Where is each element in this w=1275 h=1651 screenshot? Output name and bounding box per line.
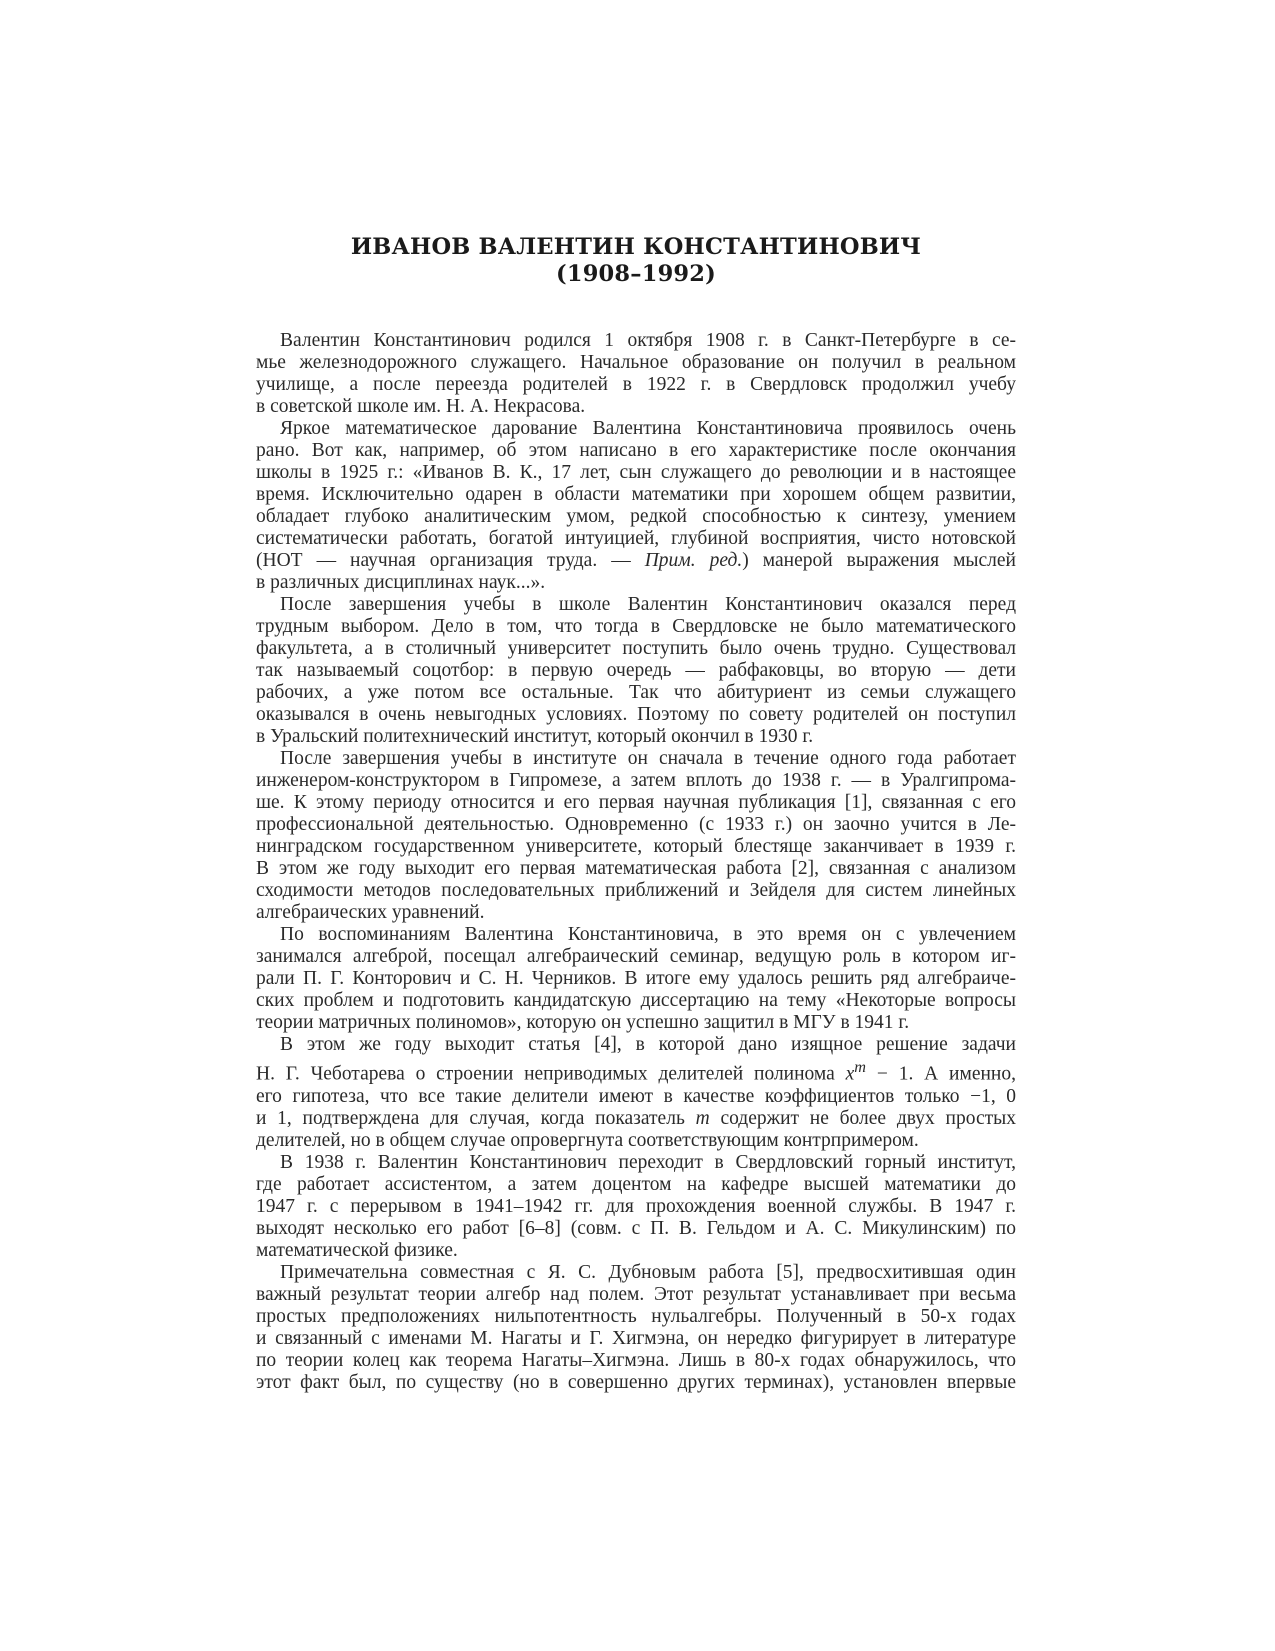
- text-line: простых предположениях нильпотентность нульалгебры. Полученный в 50-х годах: [256, 1305, 1016, 1327]
- text-line: В 1938 г. Валентин Константинович переходит в Свердловский горный институт,: [280, 1151, 1016, 1173]
- text-line-math: [256, 1108, 1016, 1130]
- text-line: важный результат теории алгебр над полем. Этот результат устанавливает при весьма: [256, 1283, 1016, 1305]
- text-line: По воспоминаниям Валентина Константиновича, в это время он с увлечением: [280, 924, 1016, 945]
- text-line: в Уральский политехнический институт, который окончил в 1930 г.: [256, 726, 814, 747]
- page-title: [256, 234, 1016, 288]
- paragraph-1: [256, 330, 1016, 418]
- text-segment: Н. Г. Чеботарева о строении неприводимых делителей полинома: [256, 1063, 846, 1085]
- text-line: по теории колец как теорема Нагаты–Хигмэна. Лишь в 80-х годах обнаружилось, что: [256, 1349, 1016, 1371]
- text-line: и связанный с именами М. Нагаты и Г. Хигмэна, он нередко фигурирует в литературе: [256, 1327, 1016, 1349]
- paragraph-2: [256, 418, 1016, 594]
- title-years: (1908–1992): [556, 261, 716, 287]
- text-segment: − 1. А именно,: [866, 1063, 1016, 1085]
- text-line: В этом же году выходит статья [4], в которой дано изящное решение задачи: [280, 1034, 1016, 1055]
- text-line: Яркое математическое дарование Валентина Константиновича проявилось очень: [280, 418, 1016, 439]
- text-line: профессиональной деятельностью. Одновременно (с 1933 г.) он заочно учится в Ле-: [256, 814, 1016, 835]
- text-segment: и 1, подтверждена для случая, когда показатель: [256, 1107, 696, 1129]
- text-line: инженером-конструктором в Гипромезе, а затем вплоть до 1938 г. — в Уралгипрома-: [256, 770, 1016, 791]
- text-line: теории матричных полиномов», которую он успешно защитил в МГУ в 1941 г.: [256, 1012, 910, 1033]
- editor-note: Прим. ред.: [644, 550, 743, 571]
- text-line: в советской школе им. Н. А. Некрасова.: [256, 396, 586, 417]
- text-line-math: [256, 1056, 1016, 1086]
- text-line: трудным выбором. Дело в том, что тогда в Свердловске не было математического: [256, 616, 1016, 637]
- text-line: систематически работать, богатой интуицией, глубиной восприятия, чисто нотовской: [256, 528, 1016, 549]
- page: [256, 234, 1016, 1394]
- text-line: После завершения учебы в институте он сначала в течение одного года работает: [280, 748, 1016, 769]
- text-line: В этом же году выходит его первая математическая работа [2], связанная с анализом: [256, 858, 1016, 879]
- math-exponent-m: m: [854, 1058, 867, 1076]
- paragraph-7: [256, 1152, 1016, 1262]
- text-line: занимался алгеброй, посещал алгебраический семинар, ведущую роль в котором иг-: [256, 946, 1016, 967]
- math-variable-m: m: [695, 1107, 710, 1129]
- text-line: обладает глубоко аналитическим умом, редкой способностью к синтезу, умением: [256, 506, 1016, 527]
- text-line: 1947 г. с перерывом в 1941–1942 гг. для прохождения военной службы. В 1947 г.: [256, 1195, 1016, 1217]
- text-line: нинградском государственном университете, который блестяще заканчивает в 1939 г.: [256, 836, 1016, 857]
- paragraph-8: [256, 1262, 1016, 1394]
- text-line: ше. К этому периоду относится и его первая научная публикация [1], связанная с его: [256, 792, 1016, 813]
- text-line: ских проблем и подготовить кандидатскую диссертацию на тему «Некоторые вопросы: [256, 990, 1016, 1011]
- text-line: где работает ассистентом, а затем доцентом на кафедре высшей математики до: [256, 1173, 1016, 1195]
- text-line: сходимости методов последовательных приближений и Зейделя для систем линейных: [256, 880, 1016, 901]
- text-line: школы в 1925 г.: «Иванов В. К., 17 лет, сын служащего до революции и в настоящее: [256, 462, 1016, 483]
- text-line: в различных дисциплинах наук...».: [256, 572, 546, 593]
- text-line: факультета, а в столичный университет поступить было очень трудно. Существовал: [256, 638, 1016, 659]
- text-line: После завершения учебы в школе Валентин Константинович оказался перед: [280, 594, 1016, 615]
- text-line: училище, а после переезда родителей в 1922 г. в Свердловск продолжил учебу: [256, 374, 1016, 395]
- paragraph-5: [256, 924, 1016, 1034]
- text-line: алгебраических уравнений.: [256, 902, 485, 923]
- text-line: рано. Вот как, например, об этом написано в его характеристике после окончания: [256, 440, 1016, 461]
- paragraph-3: [256, 594, 1016, 748]
- text-line: рабочих, а уже потом все остальные. Так что абитуриент из семьи служащего: [256, 682, 1016, 703]
- title-name: ИВАНОВ ВАЛЕНТИН КОНСТАНТИНОВИЧ: [350, 234, 922, 260]
- text-segment: содержит не более двух простых: [709, 1107, 1016, 1129]
- paragraph-6: [256, 1034, 1016, 1152]
- text-line: время. Исключительно одарен в области математики при хорошем общем развитии,: [256, 484, 1016, 505]
- text-line: делителей, но в общем случае опровергнута соответствующим контрпримером.: [256, 1129, 919, 1151]
- text-line: Примечательна совместная с Я. С. Дубновым работа [5], предвосхитившая один: [280, 1261, 1016, 1283]
- text-line: этот факт был, по существу (но в совершенно других терминах), установлен впервые: [256, 1371, 1016, 1393]
- text-line: мье железнодорожного служащего. Начальное образование он получил в реальном: [256, 352, 1016, 373]
- text-segment: (НОТ — научная организация труда. —: [256, 550, 645, 571]
- text-line: оказывался в очень невыгодных условиях. Поэтому по совету родителей он поступил: [256, 704, 1016, 725]
- text-line: математической физике.: [256, 1239, 458, 1261]
- text-line-mixed: [256, 550, 1016, 572]
- paragraph-4: [256, 748, 1016, 924]
- article-body: [256, 330, 1016, 1394]
- text-line: рали П. Г. Конторович и С. Н. Черников. В итоге ему удалось решить ряд алгебраиче-: [256, 968, 1016, 989]
- text-line: так называемый соцотбор: в первую очередь — рабфаковцы, во вторую — дети: [256, 660, 1016, 681]
- text-line: выходят несколько его работ [6–8] (совм. с П. В. Гельдом и А. С. Микулинским) по: [256, 1217, 1016, 1239]
- text-line: Валентин Константинович родился 1 октября 1908 г. в Санкт-Петербурге в се-: [280, 330, 1016, 351]
- text-line: его гипотеза, что все такие делители имеют в качестве коэффициентов только −1, 0: [256, 1085, 1016, 1107]
- text-segment: ) манерой выражения мыслей: [742, 550, 1016, 571]
- math-variable-x: x: [845, 1063, 855, 1085]
